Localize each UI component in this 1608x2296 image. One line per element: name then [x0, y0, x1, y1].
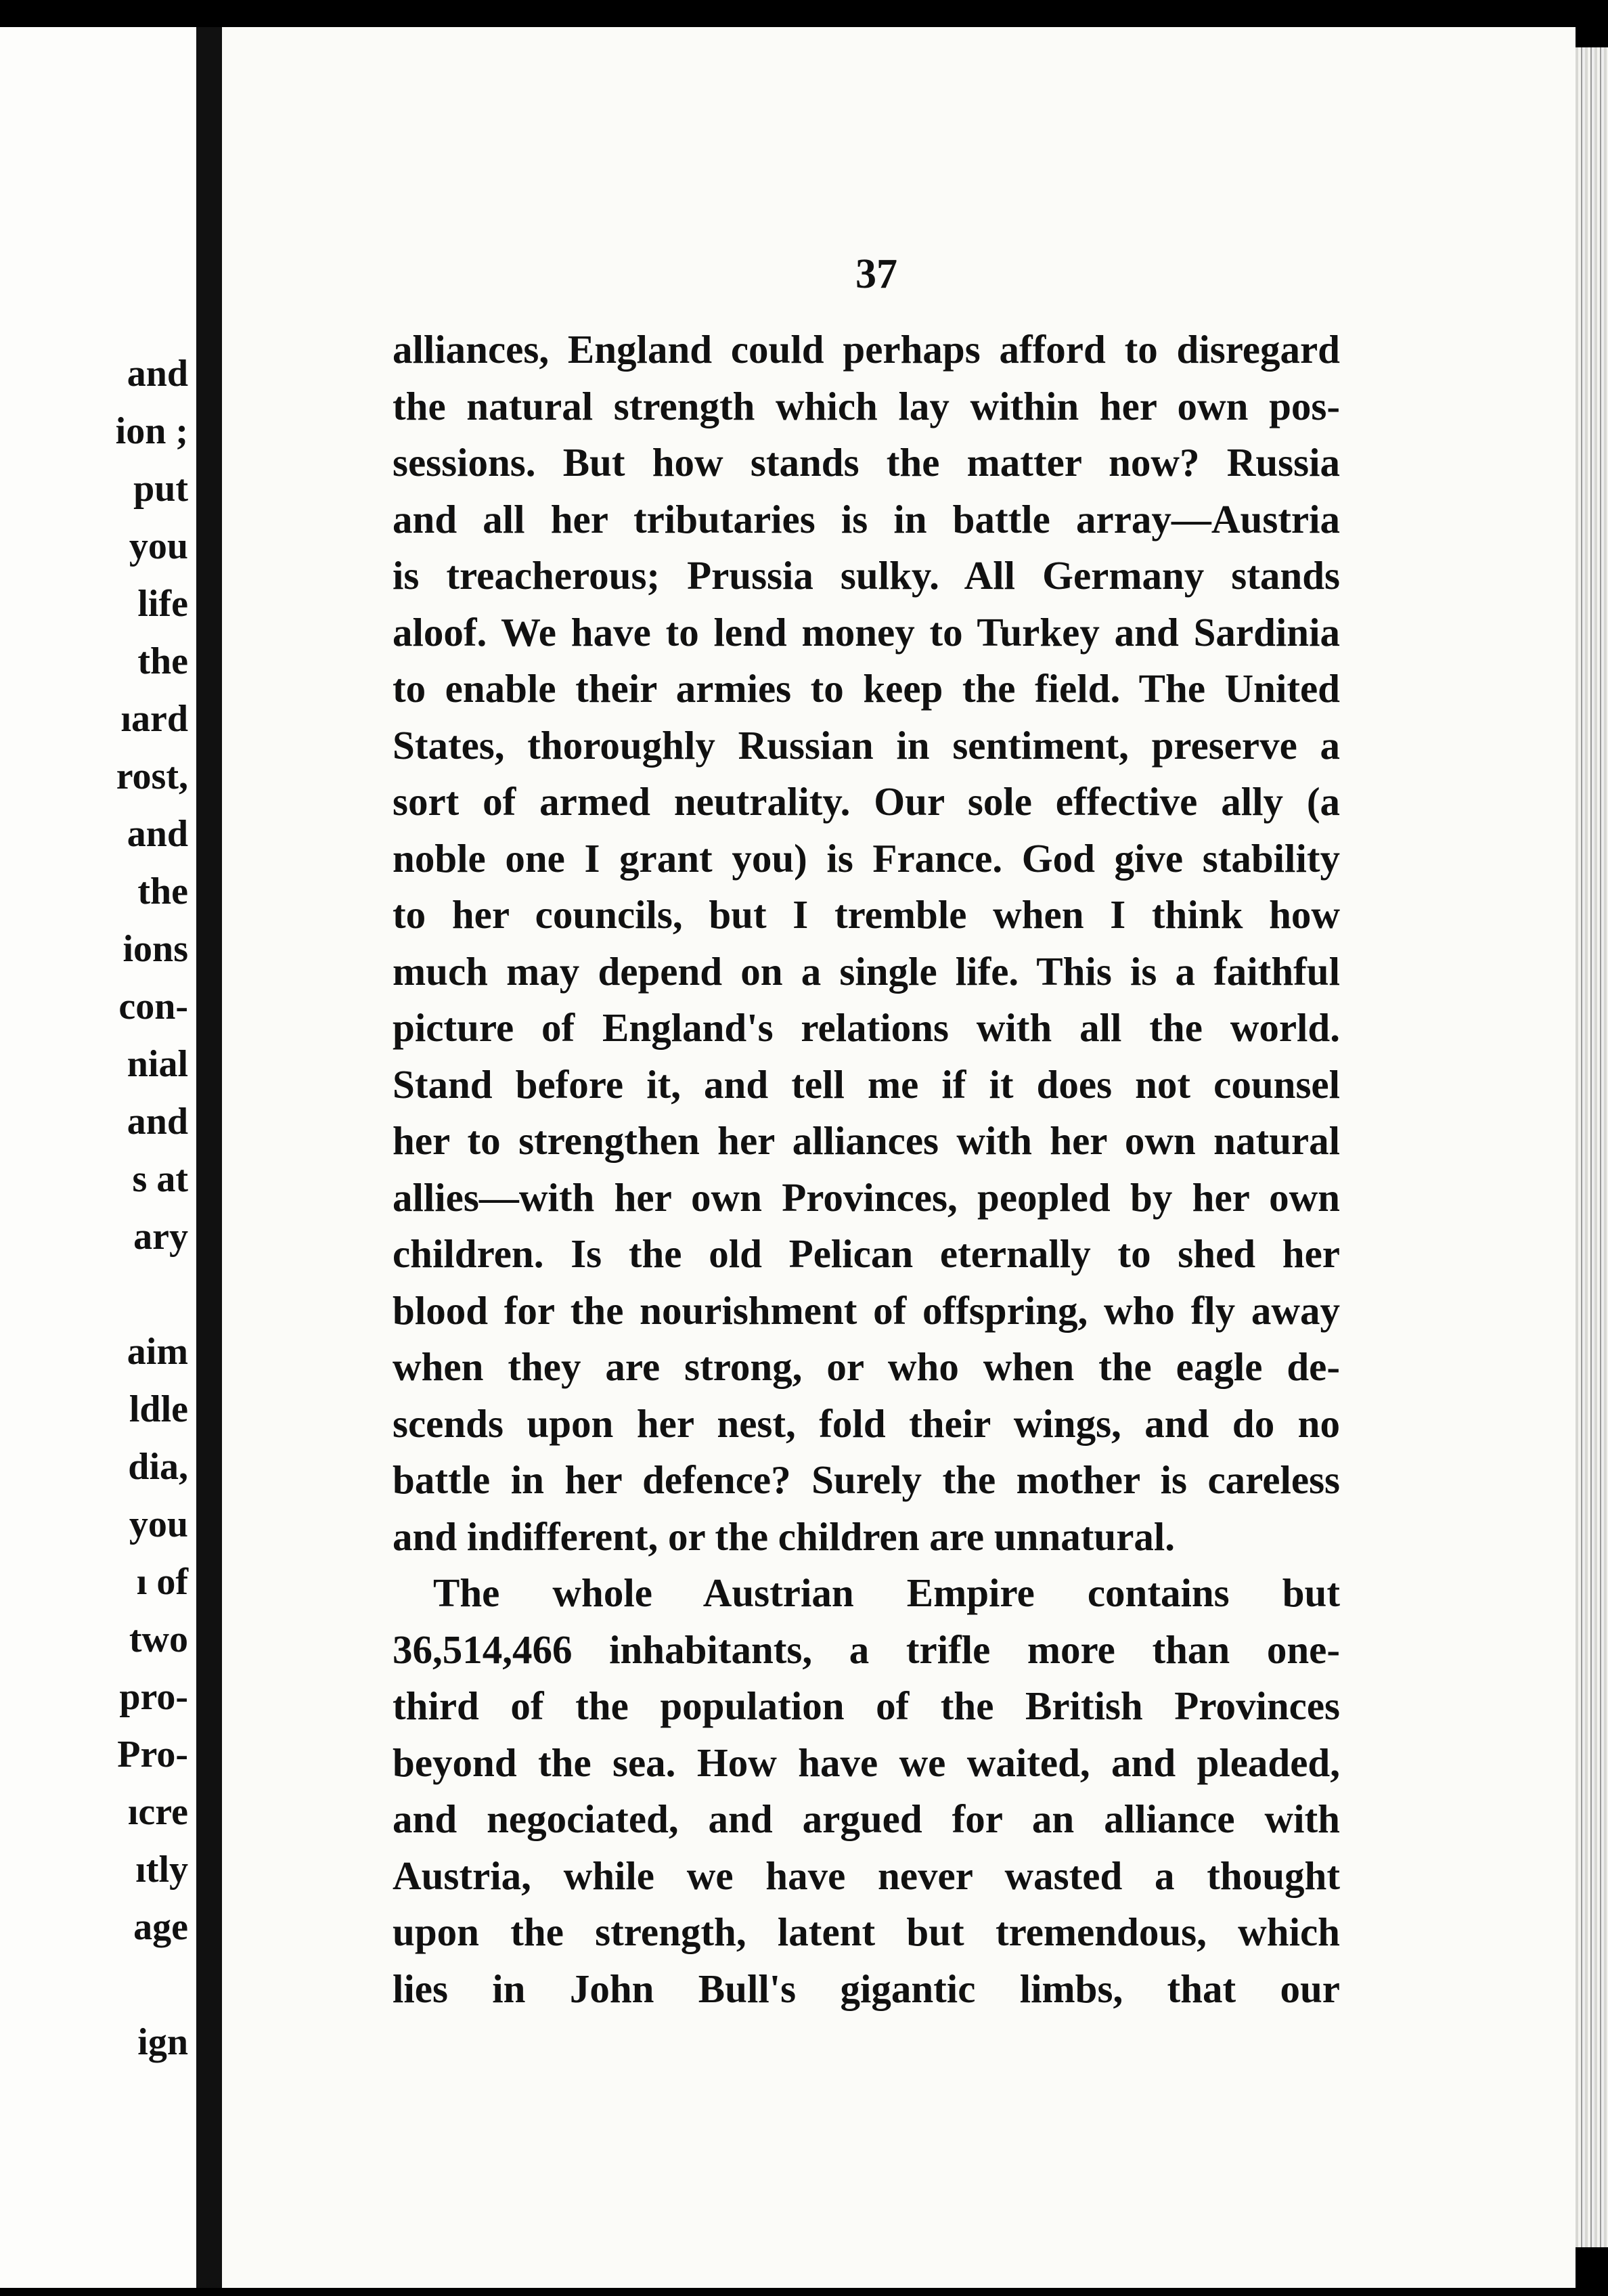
left-fragment: Pro- [117, 1734, 188, 1775]
left-fragment: ldle [129, 1388, 188, 1430]
left-fragment [0, 1956, 196, 2014]
left-fragment: nial [127, 1043, 188, 1085]
text-line: States, thoroughly Russian in sentiment, preserve a [393, 722, 1340, 768]
left-page-text-column [0, 345, 196, 2071]
left-page [0, 27, 196, 2288]
left-fragment: aim [127, 1331, 188, 1373]
text-line: allies—with her own Provinces, peopled by her own [393, 1174, 1340, 1220]
text-line: noble one I grant you) is France. God give stability [393, 835, 1340, 881]
text-line: children. Is the old Pelican eternally to shed her [393, 1231, 1340, 1276]
left-fragment: the [137, 640, 188, 682]
left-fragment: two [129, 1618, 188, 1660]
left-fragment: and [127, 353, 188, 395]
text-line: Austria, while we have never wasted a thought [393, 1853, 1340, 1898]
book-gutter [196, 27, 222, 2288]
text-line: battle in her defence? Surely the mother is careless [393, 1457, 1340, 1502]
left-fragment: ions [122, 928, 188, 970]
text-line: lies in John Bull's gigantic limbs, that our [393, 1966, 1340, 2011]
text-line: scends upon her nest, fold their wings, and do no [393, 1400, 1340, 1446]
text-line: her to strengthen her alliances with her own natural [393, 1118, 1340, 1163]
text-line: aloof. We have to lend money to Turkey and Sardinia [393, 609, 1340, 655]
text-line: and indifferent, or the children are unnatural. [393, 1514, 1176, 1559]
left-fragment: ion ; [115, 410, 188, 452]
page-edges [1576, 47, 1608, 2247]
text-line: upon the strength, latent but tremendous, which [393, 1909, 1340, 1954]
left-fragment: ary [133, 1216, 188, 1258]
text-line: sort of armed neutrality. Our sole effective ally (a [393, 779, 1340, 824]
text-line: and all her tributaries is in battle array—Austria [393, 496, 1340, 542]
body-text [393, 322, 1340, 2017]
left-fragment: dia, [128, 1446, 188, 1488]
text-line: to her councils, but I tremble when I think how [393, 892, 1340, 937]
text-line: third of the population of the British Provinces [393, 1683, 1340, 1728]
left-fragment: ıcre [127, 1791, 188, 1833]
text-line: Stand before it, and tell me if it does not counsel [393, 1061, 1340, 1107]
left-fragment: you [129, 1503, 188, 1545]
left-fragment: and [127, 1101, 188, 1143]
text-line: 36,514,466 inhabitants, a trifle more than one- [393, 1627, 1340, 1672]
left-fragment: rost, [116, 755, 188, 797]
text-line: alliances, England could perhaps afford to disregard [393, 327, 1340, 372]
left-fragment: and [127, 813, 188, 855]
left-fragment: put [133, 468, 188, 510]
left-fragment: ıard [120, 698, 188, 740]
text-line: much may depend on a single life. This is a faithful [393, 948, 1340, 994]
text-line: The whole Austrian Empire contains but [433, 1570, 1340, 1615]
text-line: picture of England's relations with all the world. [393, 1005, 1340, 1050]
left-fragment: ign [137, 2021, 188, 2063]
text-line: sessions. But how stands the matter now? Russia [393, 440, 1340, 485]
text-line: and negociated, and argued for an alliance with [393, 1796, 1340, 1841]
text-line: blood for the nourishment of offspring, who fly away [393, 1287, 1340, 1333]
left-fragment: you [129, 525, 188, 567]
left-fragment: life [137, 583, 188, 625]
left-fragment: age [133, 1906, 188, 1948]
left-fragment: s at [132, 1158, 188, 1200]
left-fragment: ıtly [135, 1849, 188, 1891]
left-fragment: pro- [119, 1676, 188, 1718]
left-fragment: con- [118, 986, 188, 1028]
left-fragment: ı of [136, 1561, 188, 1603]
text-line: the natural strength which lay within her own pos- [393, 383, 1340, 428]
left-fragment: the [137, 870, 188, 912]
text-line: beyond the sea. How have we waited, and pleaded, [393, 1740, 1340, 1785]
text-line: is treacherous; Prussia sulky. All Germany stands [393, 553, 1340, 598]
text-line: when they are strong, or who when the eagle de- [393, 1344, 1340, 1389]
text-line: to enable their armies to keep the field. The United [393, 666, 1340, 711]
left-fragment [0, 1266, 196, 1323]
page-number: 37 [855, 251, 897, 297]
